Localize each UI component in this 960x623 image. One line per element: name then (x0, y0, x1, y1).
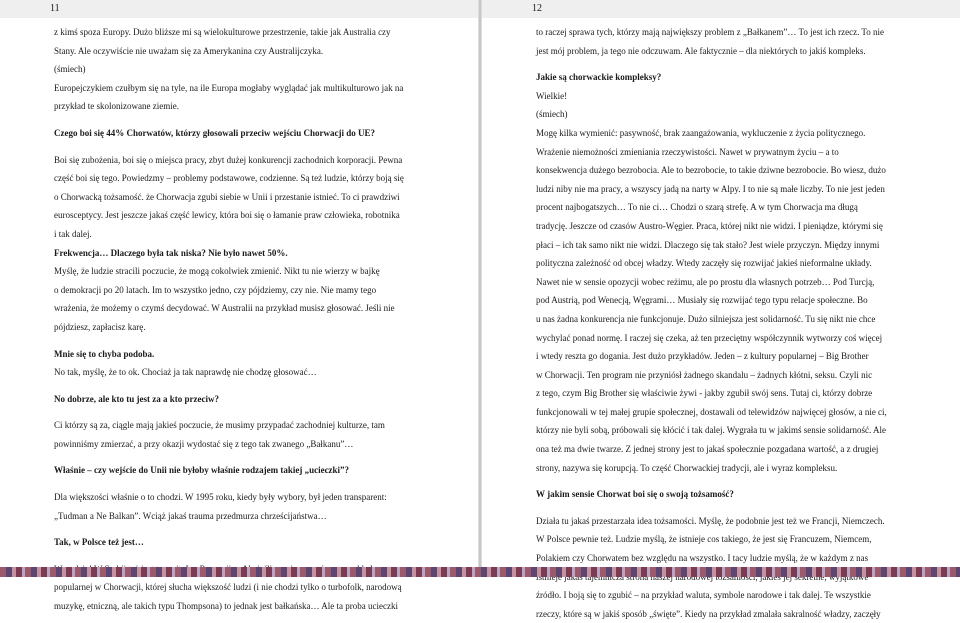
text-line: Stany. Ale oczywiście nie uważam się za Amerykanina czy Australijczyka. (54, 45, 324, 56)
text-line: Mogę kilka wymienić: pasywność, brak zaangażowania, wykluczenie z życia politycznego. (536, 127, 866, 138)
text-line: polityczna zależność od obcej władzy. Wtedy zaczęły się rozwijać jakieś nieformalne układy. (536, 258, 872, 269)
text-line: (śmiech) (54, 64, 86, 75)
page-number: 12 (482, 0, 960, 18)
text-line: przykład te skolonizowane ziemie. (54, 101, 179, 112)
text-line: Boi się zubożenia, boi się o miejsca pracy, zbyt dużej konkurencji zachodnich korporacji. Pewna (54, 154, 403, 165)
text-line: (śmiech) (536, 109, 568, 120)
text-line: pójdziesz, zapłacisz karę. (54, 321, 146, 332)
text-line: W Polsce pewnie też. Ludzie myślą, że istnieje cos takiego, że jest się Francuzem, Niemcem, (536, 534, 872, 545)
text-line: jest mój problem, ja tego nie odczuwam. Ale faktycznie – dla niektórych to jakiś kompleks. (536, 45, 866, 56)
left-page (0, 0, 478, 612)
text-line: źródło. I boją się to zgubić – na przykład waluta, symbole narodowe i tak dalej. Te wszystkie (536, 590, 871, 601)
text-line: Działa tu jakaś przestarzała idea tożsamości. Myślę, że podobnie jest też we Francji, Niemczech. (536, 515, 885, 526)
page-body (54, 23, 440, 616)
text-line: którzy nie byli sobą, próbowali się kłócić i tak dalej. Wygrała tu w jakimś sensie solidarność. Ale (536, 425, 886, 436)
text-line: to raczej sprawa tych, którzy mają największy problem z „Bałkanem”… To jest ich rzecz. To nie (536, 27, 885, 37)
text-line: Nawet nie w sensie opozycji wobec reżimu, ale po prostu dla własnych potrzeb… Pod Turcją, (536, 276, 875, 287)
text-line: Wrażenie niemożności zmieniania rzeczywistości. Nawet w prywatnym życiu – a to (536, 146, 839, 157)
text-line: i tak dalej. (54, 228, 92, 239)
question-line: Tak, w Polsce też jest… (54, 537, 144, 548)
text-line: muzykę, etniczną, ale takich typu Thompsona) to jednak jest bałkańska… Ale ta proba ucieczki (54, 601, 398, 612)
question-line: Mnie się to chyba podoba. (54, 348, 155, 359)
text-line: No tak, myślę, że to ok. Chociaż ja tak naprawdę nie chodzę głosować… (54, 367, 317, 378)
text-line: rzeczy, które są w jakiś sposób „święte”. Kiedy na przykład zmalała sakralność władzy, zaczęły (536, 608, 881, 619)
decorative-border-stripe (0, 567, 960, 577)
text-line: Polakiem czy Chorwatem bez względu na wszystko. I tacy ludzie myślą, że w każdym z nas (536, 553, 869, 564)
text-line: część boi się tego. Powiedzmy – problemy podstawowe, codzienne. Są też ludzie, którzy boją się (54, 173, 404, 184)
text-line: Ci którzy są za, ciągle mają jakieś poczucie, że musimy przypadać zachodniej kulturze, tam (54, 420, 385, 431)
text-line: wrażenia, że możemy o czymś decydować. W Australii na przykład musisz głosować. Jeśli nie (54, 303, 395, 314)
page-body (536, 23, 916, 623)
text-line: Europejczykiem czułbym się na tyle, na ile Europa mogłaby wyglądać jak multikulturowo jak na (54, 82, 404, 93)
text-line: „Tudman a Ne Balkan”. Wciąż jakaś trauma przedmurza chrześcijaństwa… (54, 510, 327, 521)
text-line: popularnej w Chorwacji, której słucha większość ludzi (i nie chodzi tylko o turbofolk, narodową (54, 582, 402, 593)
question-line: Właśnie – czy wejście do Unii nie byłoby właśnie rodzajem takiej „ucieczki”? (54, 465, 350, 476)
question-line: No dobrze, ale kto tu jest za a kto przeciw? (54, 393, 219, 404)
text-line: ona też ma dwie twarze. Z jednej strony jest to jakaś społecznie pozgadana wartość, a z drugiej (536, 444, 879, 455)
text-line: konsekwencja dużego bezrobocia. Ale to bezrobocie, to takie dziwne bezrobocie. Bo wiesz, dużo (536, 165, 886, 176)
text-line: eurosceptycy. Jest jeszcze jakaś część lewicy, która boi się o łamanie praw człowieka, robotnika (54, 210, 400, 221)
text-line: Dla większości właśnie o to chodzi. W 1995 roku, kiedy były wybory, był jeden transparent: (54, 492, 387, 503)
text-line: wychylać ponad normę. I raczej się czeka, aż ten przeciętny współczynnik wytworzy coś więcej (536, 332, 883, 343)
question-line: Frekwencja… Dlaczego była tak niska? Nie było nawet 50%. (54, 247, 288, 258)
text-line: pod Austrią, pod Wenecją, Węgrami… Musiały się rozwijać tego typu relacje społeczne. Bo (536, 295, 868, 306)
right-page (482, 0, 960, 619)
text-line: z tego, czym Big Brother się właściwie żywi - jakby zgubił swój sens. Tutaj ci, którzy dobrze (536, 388, 873, 399)
text-line: strony, nazywa się korupcją. To część Chorwackiej tradycji, ale i wyraz kompleksu. (536, 462, 838, 473)
text-line: ludzi niby nie ma pracy, a wszyscy jadą na narty w Alpy. I to nie są małe liczby. To nie jest jeden (536, 183, 885, 194)
question-line: W jakim sensie Chorwat boi się o swoją tożsamość? (536, 489, 734, 500)
text-line: płaci – ich tak samo nikt nie widzi. Dlaczego się tak stało? Jest wiele przyczyn. Między innymi (536, 239, 880, 250)
text-line: i wtedy reszta go dogania. Jest dużo przykładów. Jeden – z kultury popularnej – Big Brother (536, 351, 869, 362)
text-line: Myślę, że ludzie stracili poczucie, że mogą cokolwiek zmienić. Nikt tu nie wierzy w bajkę (54, 266, 380, 277)
text-line: powinniśmy zmierzać, a przy okazji wydostać się z tego tak zwanego „Bałkanu”… (54, 438, 354, 449)
question-line: Jakie są chorwackie kompleksy? (536, 72, 662, 83)
page-number: 11 (0, 0, 478, 18)
question-line: Czego boi się 44% Chorwatów, którzy głosowali przeciw wejściu Chorwacji do UE? (54, 127, 375, 138)
text-line: funkcjonowali w tej małej grupie społecznej, dostawali od telewidzów najwięcej głosów, a nie ci, (536, 406, 887, 417)
text-line: procent najbogatszych… To nie ci… Chodzi o szarą strefę. A w tym Chorwacja ma długą (536, 202, 858, 213)
text-line: Wielkie! (536, 90, 568, 101)
text-line: o Chorwacką tożsamość. że Chorwacja zgubi siebie w Unii i przestanie istnieć. To ci prawdziwi (54, 191, 400, 202)
text-line: tradycję. Jeszcze od czasów Austro-Węgier. Praca, której nikt nie widzi. I pieniądze, którymi się (536, 220, 883, 231)
text-line: o demokracji po 20 latach. Im to wszystko jedno, czy pójdziemy, czy nie. Nie mamy tego (54, 284, 377, 295)
text-line: z kimś spoza Europy. Dużo bliższe mi są wielokulturowe przestrzenie, takie jak Australia czy (54, 27, 391, 37)
text-line: w Chorwacji. Ten program nie przyniósł żadnego skandalu – żadnych kłótni, seksu. Czyli nic (536, 369, 873, 380)
text-line: u nas żadna konkurencja nie funkcjonuje. Dużo silniejsza jest solidarność. Tu się nikt nie chce (536, 313, 876, 324)
